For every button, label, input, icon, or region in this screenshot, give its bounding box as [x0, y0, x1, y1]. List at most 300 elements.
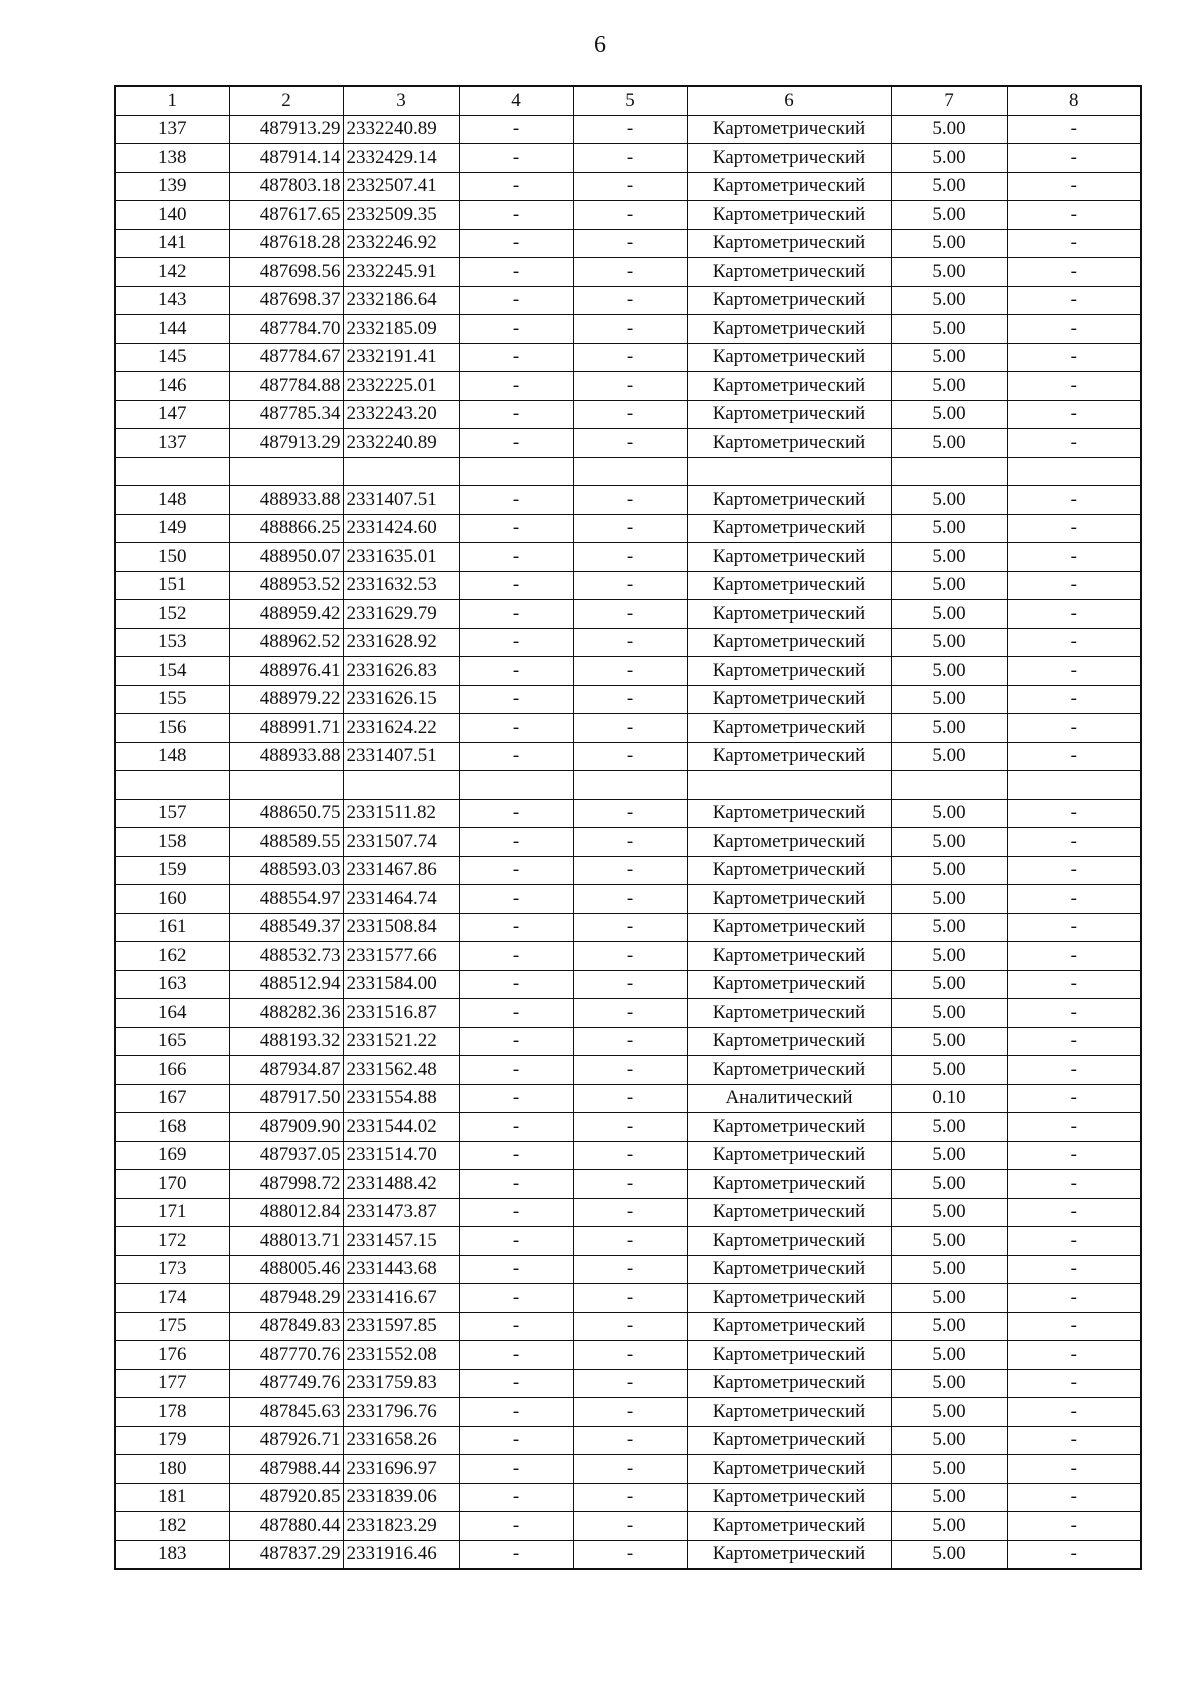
table-cell: 5.00 [891, 1483, 1007, 1512]
table-cell: - [573, 1341, 687, 1370]
table-cell [115, 771, 229, 800]
table-cell: - [459, 1284, 573, 1313]
table-cell: 2331759.83 [343, 1369, 459, 1398]
table-cell: 181 [115, 1483, 229, 1512]
table-row [115, 714, 1141, 743]
table-cell: - [573, 543, 687, 572]
table-cell: - [459, 201, 573, 230]
table-cell [343, 771, 459, 800]
table-row [115, 115, 1141, 144]
table-cell: 5.00 [891, 1398, 1007, 1427]
separator-row [115, 771, 1141, 800]
table-cell: - [459, 144, 573, 173]
table-row [115, 1512, 1141, 1541]
table-cell: - [459, 1369, 573, 1398]
table-cell: - [459, 429, 573, 458]
table-cell: - [573, 885, 687, 914]
table-cell: - [573, 400, 687, 429]
table-cell: 5.00 [891, 1056, 1007, 1085]
table-cell: Картометрический [687, 1198, 891, 1227]
table-cell: - [1007, 1255, 1141, 1284]
table-cell: - [1007, 1540, 1141, 1569]
table-cell: - [1007, 1483, 1141, 1512]
table-cell: 487920.85 [229, 1483, 343, 1512]
coordinates-table [114, 85, 1142, 1570]
table-cell: - [459, 115, 573, 144]
table-cell: 2332245.91 [343, 258, 459, 287]
table-cell: 139 [115, 172, 229, 201]
table-cell: - [459, 742, 573, 771]
table-cell: 5.00 [891, 343, 1007, 372]
table-cell: - [573, 571, 687, 600]
table-row [115, 372, 1141, 401]
table-cell: - [1007, 1113, 1141, 1142]
table-cell: 176 [115, 1341, 229, 1370]
table-cell: 2331577.66 [343, 942, 459, 971]
table-cell: 169 [115, 1141, 229, 1170]
table-cell: - [573, 1170, 687, 1199]
table-cell: 2331796.76 [343, 1398, 459, 1427]
table-cell: Картометрический [687, 1512, 891, 1541]
table-cell: - [1007, 1227, 1141, 1256]
table-cell: Картометрический [687, 970, 891, 999]
table-cell: - [459, 343, 573, 372]
table-cell: 158 [115, 828, 229, 857]
table-cell: - [1007, 229, 1141, 258]
table-cell: Картометрический [687, 229, 891, 258]
table-cell: - [573, 172, 687, 201]
table-row [115, 1227, 1141, 1256]
table-row [115, 1455, 1141, 1484]
table-row [115, 172, 1141, 201]
table-row [115, 600, 1141, 629]
table-cell: 142 [115, 258, 229, 287]
table-cell: 5.00 [891, 1284, 1007, 1313]
table-cell: 182 [115, 1512, 229, 1541]
table-cell: 487845.63 [229, 1398, 343, 1427]
table-cell: - [573, 828, 687, 857]
table-cell: Картометрический [687, 799, 891, 828]
table-cell: - [1007, 1426, 1141, 1455]
table-cell: Картометрический [687, 514, 891, 543]
table-cell: Картометрический [687, 1312, 891, 1341]
table-cell: 2331464.74 [343, 885, 459, 914]
table-cell [343, 457, 459, 486]
table-cell: - [573, 514, 687, 543]
table-cell: 2332186.64 [343, 286, 459, 315]
table-cell: - [573, 685, 687, 714]
table-cell: 5.00 [891, 885, 1007, 914]
table-cell: 487803.18 [229, 172, 343, 201]
table-cell: 152 [115, 600, 229, 629]
table-cell: 5.00 [891, 1455, 1007, 1484]
table-cell: 2331416.67 [343, 1284, 459, 1313]
table-cell: - [459, 970, 573, 999]
table-cell: 2331457.15 [343, 1227, 459, 1256]
table-cell: - [459, 1255, 573, 1284]
table-cell: - [573, 229, 687, 258]
table-cell: 487948.29 [229, 1284, 343, 1313]
table-cell: 488933.88 [229, 486, 343, 515]
table-cell: - [573, 970, 687, 999]
table-cell: 5.00 [891, 1426, 1007, 1455]
table-cell: 488650.75 [229, 799, 343, 828]
table-cell: 175 [115, 1312, 229, 1341]
table-cell: - [573, 799, 687, 828]
table-header [115, 86, 1141, 115]
table-cell: 5.00 [891, 571, 1007, 600]
table-cell: - [573, 1227, 687, 1256]
table-cell: 487913.29 [229, 115, 343, 144]
header-cell: 5 [573, 86, 687, 115]
table-cell: 148 [115, 742, 229, 771]
table-cell: 487880.44 [229, 1512, 343, 1541]
table-cell: - [1007, 828, 1141, 857]
table-cell: Картометрический [687, 343, 891, 372]
table-cell: Картометрический [687, 201, 891, 230]
table-cell: 487837.29 [229, 1540, 343, 1569]
table-cell: 487913.29 [229, 429, 343, 458]
table-cell: 2331443.68 [343, 1255, 459, 1284]
table-cell: 5.00 [891, 201, 1007, 230]
table-cell: 2332243.20 [343, 400, 459, 429]
table-cell: 160 [115, 885, 229, 914]
table-cell: - [459, 657, 573, 686]
table-row [115, 1255, 1141, 1284]
table-cell: 168 [115, 1113, 229, 1142]
table-cell: - [459, 172, 573, 201]
table-cell: - [459, 799, 573, 828]
table-cell [573, 771, 687, 800]
table-cell: - [459, 1341, 573, 1370]
table-cell: 487934.87 [229, 1056, 343, 1085]
table-cell: 2331507.74 [343, 828, 459, 857]
table-cell: 5.00 [891, 258, 1007, 287]
table-cell: 5.00 [891, 799, 1007, 828]
table-cell: 2331544.02 [343, 1113, 459, 1142]
table-cell: - [573, 1483, 687, 1512]
table-row [115, 229, 1141, 258]
table-cell: - [573, 1113, 687, 1142]
table-row [115, 1170, 1141, 1199]
table-cell: - [459, 1227, 573, 1256]
table-cell: 5.00 [891, 514, 1007, 543]
table-cell: 487784.88 [229, 372, 343, 401]
table-cell: 2332246.92 [343, 229, 459, 258]
header-row [115, 86, 1141, 115]
table-cell: 174 [115, 1284, 229, 1313]
table-cell [891, 457, 1007, 486]
table-cell: 5.00 [891, 628, 1007, 657]
table-cell: Картометрический [687, 1398, 891, 1427]
table-cell: - [573, 1398, 687, 1427]
table-cell: 5.00 [891, 1540, 1007, 1569]
table-row [115, 1341, 1141, 1370]
table-cell: 2331467.86 [343, 856, 459, 885]
table-cell: - [459, 258, 573, 287]
table-cell: - [1007, 942, 1141, 971]
table-row [115, 657, 1141, 686]
table-cell: Картометрический [687, 1227, 891, 1256]
table-cell: 5.00 [891, 1198, 1007, 1227]
table-cell: 151 [115, 571, 229, 600]
table-cell: Картометрический [687, 144, 891, 173]
table-row [115, 999, 1141, 1028]
table-cell: 2331424.60 [343, 514, 459, 543]
table-cell: - [459, 486, 573, 515]
table-cell: - [1007, 1084, 1141, 1113]
table-cell: 488959.42 [229, 600, 343, 629]
table-cell: 159 [115, 856, 229, 885]
table-cell: 2331508.84 [343, 913, 459, 942]
table-row [115, 543, 1141, 572]
table-cell: Картометрический [687, 286, 891, 315]
table-cell: 180 [115, 1455, 229, 1484]
table-cell: 165 [115, 1027, 229, 1056]
table-cell: - [1007, 1141, 1141, 1170]
table-cell: - [573, 628, 687, 657]
table-row [115, 1540, 1141, 1569]
table-row [115, 942, 1141, 971]
table-cell: Картометрический [687, 999, 891, 1028]
table-cell: 488589.55 [229, 828, 343, 857]
table-cell: - [459, 714, 573, 743]
table-cell: - [573, 714, 687, 743]
table-cell: 5.00 [891, 286, 1007, 315]
table-cell: 5.00 [891, 970, 1007, 999]
table-cell: - [573, 144, 687, 173]
table-cell: - [459, 1483, 573, 1512]
table-cell: Картометрический [687, 1284, 891, 1313]
table-cell: - [459, 315, 573, 344]
table-row [115, 144, 1141, 173]
table-cell: - [1007, 372, 1141, 401]
table-cell: 2331521.22 [343, 1027, 459, 1056]
table-cell: 161 [115, 913, 229, 942]
table-cell: 154 [115, 657, 229, 686]
table-cell: 2331516.87 [343, 999, 459, 1028]
table-cell: Картометрический [687, 315, 891, 344]
table-cell: 5.00 [891, 115, 1007, 144]
table-row [115, 514, 1141, 543]
table-cell: 2331488.42 [343, 1170, 459, 1199]
header-cell: 7 [891, 86, 1007, 115]
table-cell [1007, 457, 1141, 486]
table-cell: - [1007, 657, 1141, 686]
table-cell: 487937.05 [229, 1141, 343, 1170]
table-cell: 5.00 [891, 1341, 1007, 1370]
table-cell: - [573, 1369, 687, 1398]
table-cell: Картометрический [687, 600, 891, 629]
table-cell: Картометрический [687, 1027, 891, 1056]
table-cell: - [1007, 315, 1141, 344]
table-cell: Картометрический [687, 1113, 891, 1142]
table-cell: 138 [115, 144, 229, 173]
table-cell: 183 [115, 1540, 229, 1569]
table-cell: 145 [115, 343, 229, 372]
table-cell: 173 [115, 1255, 229, 1284]
table-cell: - [573, 1284, 687, 1313]
table-cell: - [1007, 1455, 1141, 1484]
table-cell: 2331629.79 [343, 600, 459, 629]
table-cell: - [573, 258, 687, 287]
table-cell: - [573, 856, 687, 885]
table-cell: 488593.03 [229, 856, 343, 885]
table-cell: 137 [115, 115, 229, 144]
table-cell: 488979.22 [229, 685, 343, 714]
header-cell: 3 [343, 86, 459, 115]
table-row [115, 1426, 1141, 1455]
table-cell: - [573, 1141, 687, 1170]
table-cell: 167 [115, 1084, 229, 1113]
page-number: 6 [594, 32, 606, 58]
table-cell: 488012.84 [229, 1198, 343, 1227]
table-cell: - [1007, 1398, 1141, 1427]
table-cell: Картометрический [687, 942, 891, 971]
table-cell: 2331658.26 [343, 1426, 459, 1455]
table-cell: - [1007, 1027, 1141, 1056]
table-cell: 5.00 [891, 742, 1007, 771]
table-cell: Картометрический [687, 1540, 891, 1569]
table-cell: 5.00 [891, 714, 1007, 743]
table-cell: - [459, 999, 573, 1028]
table-row [115, 1312, 1141, 1341]
header-cell: 4 [459, 86, 573, 115]
table-cell: 5.00 [891, 1512, 1007, 1541]
table-cell: - [459, 628, 573, 657]
table-cell: 5.00 [891, 372, 1007, 401]
table-cell: - [1007, 600, 1141, 629]
table-cell: - [459, 1198, 573, 1227]
table-cell: - [1007, 714, 1141, 743]
table-cell: - [1007, 999, 1141, 1028]
table-cell: - [573, 742, 687, 771]
table-cell: 5.00 [891, 856, 1007, 885]
table-body [115, 115, 1141, 1569]
table-cell: 487849.83 [229, 1312, 343, 1341]
table-cell: - [573, 429, 687, 458]
table-cell: - [459, 543, 573, 572]
table-cell: - [1007, 885, 1141, 914]
table-cell: - [459, 1398, 573, 1427]
table-cell: - [573, 115, 687, 144]
table-cell: 5.00 [891, 1027, 1007, 1056]
table-cell: - [1007, 1512, 1141, 1541]
table-cell: Картометрический [687, 885, 891, 914]
table-cell: 5.00 [891, 913, 1007, 942]
table-cell: 5.00 [891, 229, 1007, 258]
table-cell: Картометрический [687, 742, 891, 771]
table-cell [687, 457, 891, 486]
table-cell [891, 771, 1007, 800]
table-cell: 157 [115, 799, 229, 828]
table-cell: - [573, 486, 687, 515]
table-cell: 2332429.14 [343, 144, 459, 173]
table-cell: 488933.88 [229, 742, 343, 771]
table-cell: 156 [115, 714, 229, 743]
table-cell: - [573, 913, 687, 942]
table-cell: 5.00 [891, 942, 1007, 971]
table-cell: 2331407.51 [343, 742, 459, 771]
table-cell: 5.00 [891, 1369, 1007, 1398]
table-cell: - [573, 1198, 687, 1227]
table-cell: - [459, 1141, 573, 1170]
table-row [115, 1056, 1141, 1085]
table-cell: - [1007, 1284, 1141, 1313]
table-cell: - [1007, 400, 1141, 429]
table-cell: - [1007, 856, 1141, 885]
table-cell: Картометрический [687, 571, 891, 600]
table-cell: 5.00 [891, 429, 1007, 458]
table-row [115, 315, 1141, 344]
table-cell: 488991.71 [229, 714, 343, 743]
table-row [115, 828, 1141, 857]
table-cell: - [459, 1540, 573, 1569]
table-row [115, 1398, 1141, 1427]
table-cell: 0.10 [891, 1084, 1007, 1113]
table-cell: 488512.94 [229, 970, 343, 999]
table-cell [1007, 771, 1141, 800]
table-cell: 488962.52 [229, 628, 343, 657]
table-cell: - [459, 856, 573, 885]
table-row [115, 1483, 1141, 1512]
table-cell: Картометрический [687, 913, 891, 942]
table-cell: 5.00 [891, 1255, 1007, 1284]
table-cell: 148 [115, 486, 229, 515]
table-row [115, 486, 1141, 515]
table-cell: 2331635.01 [343, 543, 459, 572]
table-cell: 487914.14 [229, 144, 343, 173]
table-cell: Картометрический [687, 828, 891, 857]
table-cell [459, 457, 573, 486]
header-cell: 8 [1007, 86, 1141, 115]
table-cell: 144 [115, 315, 229, 344]
table-cell: 487617.65 [229, 201, 343, 230]
table-cell: 2332509.35 [343, 201, 459, 230]
table-cell: 487917.50 [229, 1084, 343, 1113]
table-cell: 5.00 [891, 1141, 1007, 1170]
table-cell: 488013.71 [229, 1227, 343, 1256]
table-cell: 487784.67 [229, 343, 343, 372]
table-cell: Картометрический [687, 1341, 891, 1370]
table-cell: Картометрический [687, 429, 891, 458]
table-cell: Картометрический [687, 685, 891, 714]
table-cell: - [459, 600, 573, 629]
table-cell: 2332240.89 [343, 429, 459, 458]
table-cell: 5.00 [891, 1170, 1007, 1199]
table-cell: - [1007, 486, 1141, 515]
table-cell: 153 [115, 628, 229, 657]
table-cell: 2331514.70 [343, 1141, 459, 1170]
table-cell: 2331554.88 [343, 1084, 459, 1113]
table-cell: 488282.36 [229, 999, 343, 1028]
table-row [115, 258, 1141, 287]
table-cell: Картометрический [687, 856, 891, 885]
table-cell: - [459, 1084, 573, 1113]
table-cell: 2332507.41 [343, 172, 459, 201]
table-cell: 170 [115, 1170, 229, 1199]
table-cell: 488193.32 [229, 1027, 343, 1056]
table-cell: 2331584.00 [343, 970, 459, 999]
table-cell: - [1007, 1198, 1141, 1227]
table-cell: Картометрический [687, 1455, 891, 1484]
table-row [115, 1284, 1141, 1313]
table-cell: 5.00 [891, 400, 1007, 429]
table-cell: 163 [115, 970, 229, 999]
table-row [115, 400, 1141, 429]
table-row [115, 1113, 1141, 1142]
table-cell: - [1007, 1170, 1141, 1199]
